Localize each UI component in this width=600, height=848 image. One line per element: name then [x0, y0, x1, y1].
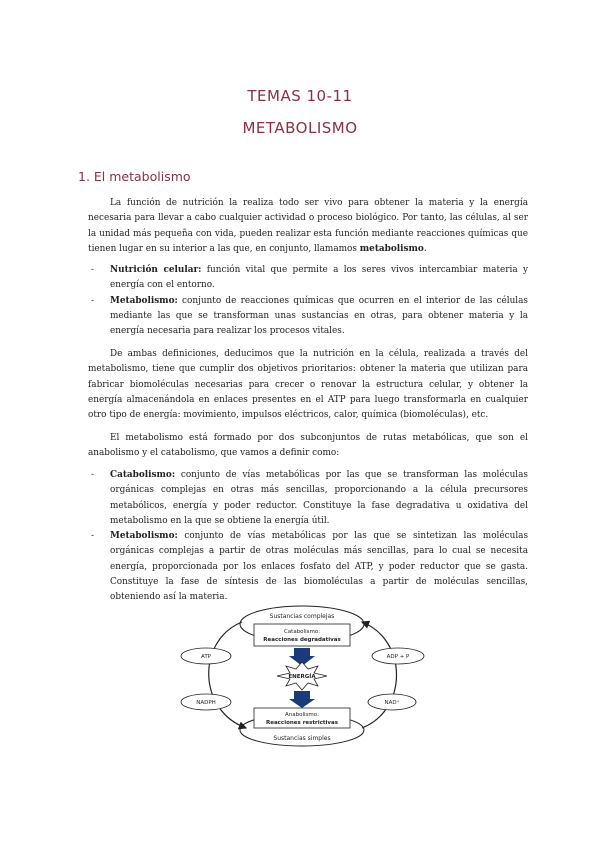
complex-substances-label: Sustancias complejas: [269, 613, 335, 620]
topic-subtitle: METABOLISMO: [242, 119, 358, 137]
subset-term: Catabolismo:: [110, 470, 176, 480]
subset-item: [88, 529, 528, 605]
anabolism-subtitle: Reacciones restrictivas: [266, 720, 338, 726]
intro-paragraph: [88, 196, 528, 257]
section-heading: 1. El metabolismo: [78, 169, 191, 184]
left-cycle-arrow: [209, 622, 246, 728]
metabolism-diagram: [172, 600, 432, 750]
objectives-paragraph: [88, 347, 528, 423]
intro-text: La función de nutrición la realiza todo ser vivo para obtener la materia y la energía necesaria para llevar a cabo cualquier actividad o proceso biológico. Por tanto, las células, al ser la unidad más pequeña con vida, pueden realizar esta función mediante reacciones químicas que tienen lugar en su interior a las que, en conjunto, llamamos: [88, 198, 528, 254]
definition-item: [88, 263, 528, 294]
simple-substances-label: Sustancias simples: [273, 735, 331, 742]
definition-text: conjunto de reacciones químicas que ocurren en el interior de las células mediante las que se transforman unas sustancias en otras, para obtener materia y la energía necesaria para realizar los procesos vitales.: [110, 295, 528, 337]
definition-item: [88, 294, 528, 340]
subset-item: [88, 468, 528, 529]
intro-bold-term: metabolismo: [359, 243, 424, 254]
adp-label: ADP + P: [386, 654, 410, 660]
nad-label: NAD⁺: [384, 700, 400, 706]
subset-text: conjunto de vías metabólicas por las que se sintetizan las moléculas orgánicas complejas a partir de otras moléculas más sencillas, para lo cual se necesita energía, proporcionada por los enlaces fosfato del ATP, y poder reductor que se gasta. Constituye la fase de síntesis de las biomoléculas a partir de moléculas sencillas, obteniendo así la materia.: [110, 531, 528, 603]
subset-text: conjunto de vías metabólicas por las que se transforman las moléculas orgánicas complejas en otras más sencillas, proporcionando a la célula precursores metabólicos, energía y poder reductor. Constituye la fase degradativa u oxidativa del metabolismo en la que se obtiene la energía útil.: [110, 470, 528, 526]
arrow-down-icon: [289, 691, 315, 708]
definition-text: función vital que permite a los seres vivos intercambiar materia y energía con el entorno.: [110, 265, 529, 291]
objectives-text: De ambas definiciones, deducimos que la nutrición en la célula, realizada a través del metabolismo, tiene que cumplir dos objetivos prioritarios: obtener la materia que utilizan para fabricar biomoléculas necesarias para crecer o renovar la estructura celular, y obtener la energía almacenándola en enlaces presentes en el ATP para luego transformarla en cualquier otro tipo de energía: movimiento, impulsos eléctricos, calor, química (biomoléculas), etc.: [88, 349, 528, 421]
catabolism-title: Catabolismo:: [283, 629, 321, 635]
subsets-intro-text: El metabolismo está formado por dos subconjuntos de rutas metabólicas, que son el anabolismo y el catabolismo, que vamos a definir como:: [88, 433, 528, 459]
intro-end: .: [423, 243, 427, 254]
atp-label: ATP: [200, 654, 212, 660]
definition-term: Nutrición celular:: [110, 265, 202, 275]
definition-term: Metabolismo:: [110, 295, 178, 306]
subset-term: Metabolismo:: [110, 531, 178, 542]
catabolism-subtitle: Reacciones degradativas: [263, 637, 341, 643]
topic-title: TEMAS 10-11: [247, 87, 353, 105]
energy-label: ENERGÍA: [288, 674, 316, 680]
nadph-label: NADPH: [196, 700, 216, 706]
definitions-list: [88, 263, 528, 339]
anabolism-title: Anabolismo:: [285, 712, 319, 718]
subsets-intro-paragraph: [88, 431, 528, 462]
subsets-list: [88, 468, 528, 606]
